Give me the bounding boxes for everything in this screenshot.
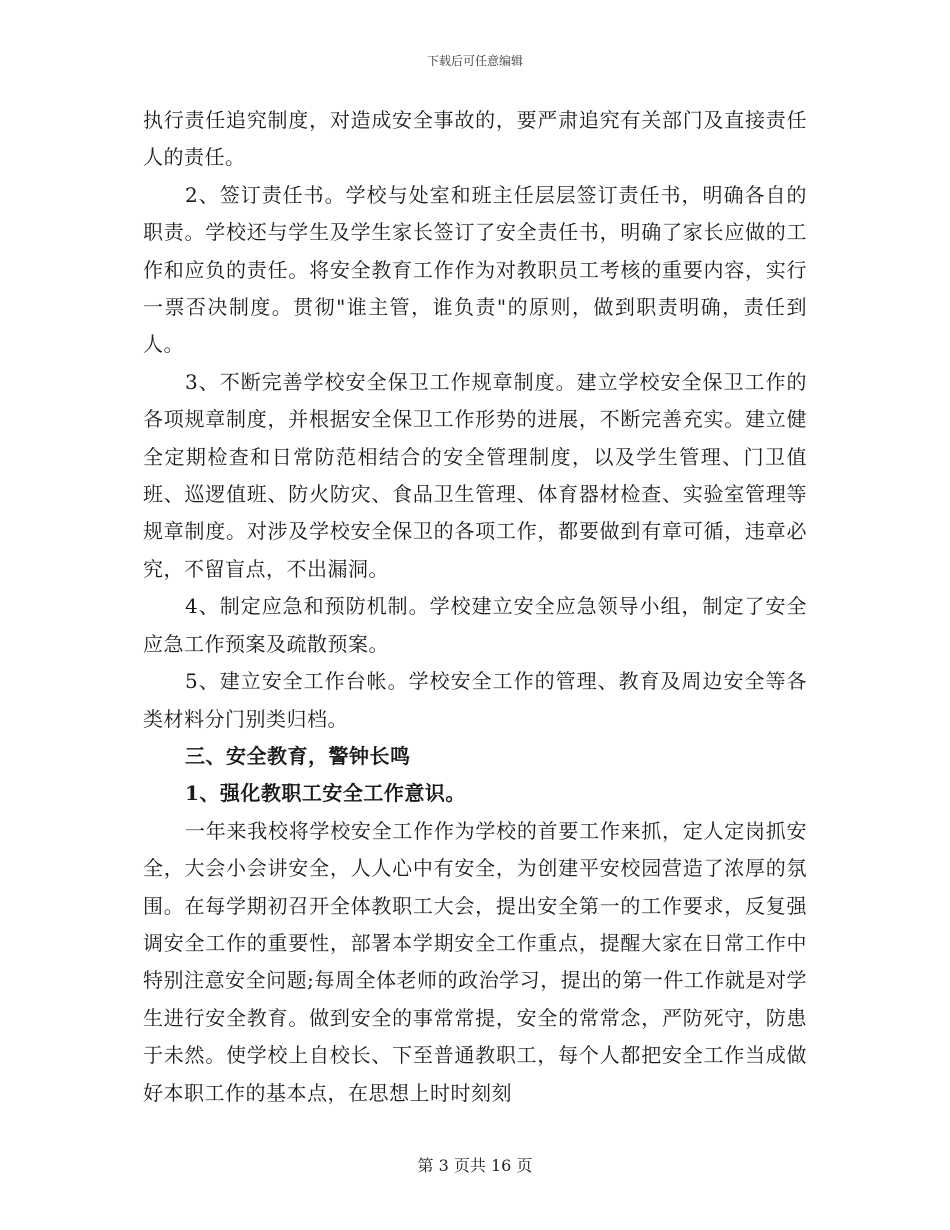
page-header: 下载后可任意编辑 <box>426 54 523 68</box>
paragraph: 2、签订责任书。学校与处室和班主任层层签订责任书，明确各自的职责。学校还与学生及学生家长签订了安全责任书，明确了家长应做的工作和应负的责任。将安全教育工作作为对教职员工考核的重要内容，实行一票否决制度。贯彻"谁主管，谁负责"的原则，做到职责明确，责任到人。 <box>143 182 807 357</box>
paragraph: 5、建立安全工作台帐。学校安全工作的管理、教育及周边安全等各类材料分门别类归档。 <box>143 669 807 731</box>
paragraph: 一年来我校将学校安全工作作为学校的首要工作来抓，定人定岗抓安全，大会小会讲安全，人人心中有安全，为创建平安校园营造了浓厚的氛围。在每学期初召开全体教职工大会，提出安全第一的工作要求，反复强调安全工作的重要性，部署本学期安全工作重点，提醒大家在日常工作中特别注意安全问题;每周全体老师的政治学习，提出的第一件工作就是对学生进行安全教育。做到安全的事常常提，安全的常常念，严防死守，防患于未然。使学校上自校长、下至普通教职工，每个人都把安全工作当成做好本职工作的基本点，在思想上时时刻刻 <box>143 818 807 1105</box>
subsection-heading: 1、强化教职工安全工作意识。 <box>185 781 466 806</box>
paragraph: 执行责任追究制度，对造成安全事故的，要严肃追究有关部门及直接责任人的责任。 <box>143 108 807 170</box>
paragraph: 3、不断完善学校安全保卫工作规章制度。建立学校安全保卫工作的各项规章制度，并根据安全保卫工作形势的进展，不断完善充实。建立健全定期检查和日常防范相结合的安全管理制度，以及学生管理、门卫值班、巡逻值班、防火防灾、食品卫生管理、体育器材检查、实验室管理等规章制度。对涉及学校安全保卫的各项工作，都要做到有章可循，违章必究，不留盲点，不出漏洞。 <box>143 369 807 581</box>
document-body <box>143 102 807 1112</box>
paragraph: 4、制定应急和预防机制。学校建立安全应急领导小组，制定了安全应急工作预案及疏散预案。 <box>143 594 807 656</box>
page-footer: 第 3 页共 16 页 <box>417 1156 533 1175</box>
section-heading: 三、安全教育，警钟长鸣 <box>185 743 411 768</box>
